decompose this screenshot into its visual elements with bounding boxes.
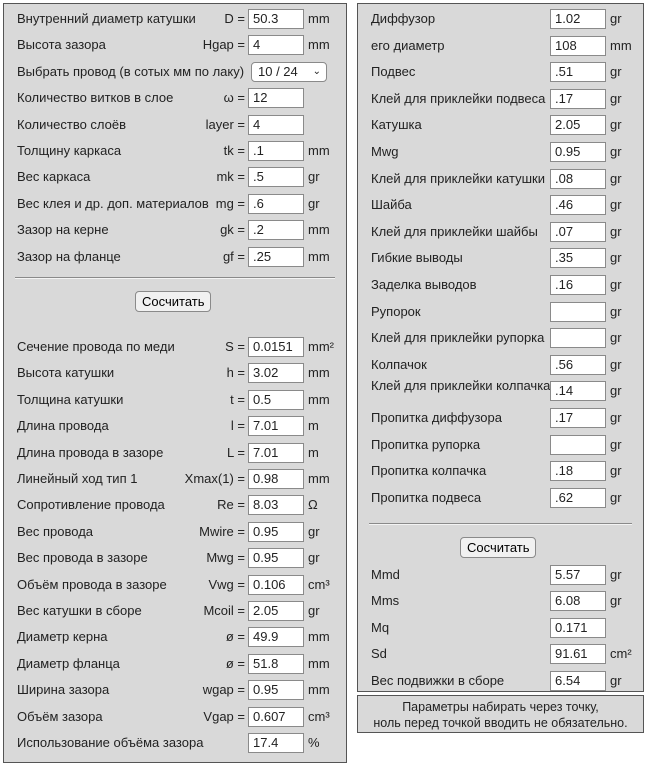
form-row bbox=[4, 387, 346, 413]
field-label: Объём провода в зазоре bbox=[17, 576, 167, 592]
unit-label: gr bbox=[610, 144, 622, 159]
field-label: Sd bbox=[371, 646, 387, 662]
field-label: Зазор на фланце bbox=[17, 248, 121, 264]
value-input[interactable]: .25 bbox=[248, 247, 304, 267]
value-input[interactable]: 50.3 bbox=[248, 9, 304, 29]
field-label: Высота катушки bbox=[17, 365, 115, 381]
value-input[interactable]: .51 bbox=[550, 62, 606, 82]
field-label: Толщина катушки bbox=[17, 391, 124, 407]
field-label: Вес провода в зазоре bbox=[17, 550, 148, 566]
field-symbol: wgap = bbox=[202, 682, 245, 698]
form-row bbox=[4, 360, 346, 386]
unit-label: gr bbox=[610, 117, 622, 133]
result-field[interactable]: 51.8 bbox=[248, 654, 304, 674]
field-label: Толщину каркаса bbox=[17, 143, 122, 158]
result-field[interactable]: 6.08 bbox=[550, 591, 606, 611]
result-field[interactable]: 8.03 bbox=[248, 495, 304, 515]
hint-line-1: Параметры набирать через точку, bbox=[402, 700, 599, 714]
form-row bbox=[358, 166, 643, 192]
field-label: Mq bbox=[371, 619, 390, 635]
field-symbol: mk = bbox=[216, 169, 245, 185]
field-symbol: ø = bbox=[225, 655, 245, 671]
field-label: Количество слоёв bbox=[17, 116, 127, 132]
field-label: Клей для приклейки катушки bbox=[371, 170, 545, 186]
result-field[interactable]: 6.54 bbox=[550, 671, 606, 691]
input-hint-note bbox=[357, 695, 644, 733]
unit-label: gr bbox=[610, 356, 622, 372]
unit-label: gr bbox=[610, 277, 622, 292]
field-label: Вес провода bbox=[17, 523, 94, 539]
form-row bbox=[4, 572, 346, 598]
form-row bbox=[4, 545, 346, 571]
field-label: Высота зазора bbox=[17, 37, 106, 53]
unit-label: gr bbox=[610, 11, 622, 26]
form-row bbox=[4, 112, 346, 138]
form-row bbox=[358, 192, 643, 218]
field-label: Внутренний диаметр катушки bbox=[17, 11, 196, 26]
field-symbol: ø = bbox=[225, 629, 245, 645]
unit-label: gr bbox=[308, 195, 320, 211]
field-symbol: layer = bbox=[205, 116, 245, 132]
unit-label: gr bbox=[610, 463, 622, 479]
form-row bbox=[4, 704, 346, 730]
moving-mass-calculator-panel bbox=[357, 3, 644, 692]
field-symbol: Vgap = bbox=[203, 708, 245, 724]
unit-label: gr bbox=[610, 672, 622, 688]
form-row bbox=[4, 651, 346, 677]
field-label: Пропитка подвеса bbox=[371, 489, 482, 505]
form-row bbox=[358, 299, 643, 325]
unit-label: gr bbox=[610, 250, 622, 266]
field-symbol: Re = bbox=[217, 497, 245, 513]
form-row bbox=[358, 6, 643, 32]
unit-label: mm bbox=[308, 37, 330, 53]
value-input[interactable]: .14 bbox=[550, 381, 606, 401]
form-row bbox=[4, 413, 346, 439]
field-label: Рупорок bbox=[371, 303, 421, 319]
form-row bbox=[358, 139, 643, 165]
value-input[interactable]: .5 bbox=[248, 167, 304, 187]
unit-label: m bbox=[308, 418, 319, 434]
unit-label: gr bbox=[610, 489, 622, 505]
form-row bbox=[358, 352, 643, 378]
field-label: Mwg bbox=[371, 144, 399, 159]
field-label: Пропитка колпачка bbox=[371, 463, 487, 479]
result-field[interactable]: 7.01 bbox=[248, 416, 304, 436]
value-input[interactable]: .35 bbox=[550, 248, 606, 268]
unit-label: gr bbox=[610, 170, 622, 186]
form-row bbox=[4, 32, 346, 58]
form-row bbox=[358, 272, 643, 298]
form-row bbox=[358, 641, 643, 667]
field-label: Выбрать провод (в сотых мм по лаку) bbox=[17, 63, 245, 79]
result-field[interactable]: 0.95 bbox=[248, 548, 304, 568]
field-label: Ширина зазора bbox=[17, 682, 110, 698]
form-row bbox=[4, 244, 346, 270]
field-label: его диаметр bbox=[371, 37, 445, 53]
field-label: Вес каркаса bbox=[17, 169, 91, 185]
form-row bbox=[358, 458, 643, 484]
result-field[interactable]: 0.171 bbox=[550, 618, 606, 638]
field-label: Катушка bbox=[371, 117, 422, 133]
unit-label: cm³ bbox=[308, 576, 330, 592]
unit-label: gr bbox=[610, 383, 622, 399]
field-label: Гибкие выводы bbox=[371, 250, 463, 266]
form-row bbox=[4, 730, 346, 756]
field-label: Mmd bbox=[371, 567, 400, 582]
field-label: Зазор на керне bbox=[17, 222, 109, 238]
unit-label: mm bbox=[308, 655, 330, 671]
value-input[interactable]: .1 bbox=[248, 141, 304, 161]
field-label: Заделка выводов bbox=[371, 277, 477, 292]
form-row bbox=[4, 164, 346, 190]
value-input[interactable]: 4 bbox=[248, 35, 304, 55]
unit-label: gr bbox=[610, 593, 622, 609]
field-label: Длина провода в зазоре bbox=[17, 444, 164, 460]
form-row bbox=[358, 485, 643, 511]
unit-label: gr bbox=[308, 550, 320, 566]
unit-label: mm bbox=[308, 471, 330, 486]
field-label: Mms bbox=[371, 593, 400, 609]
form-row bbox=[358, 405, 643, 431]
value-input[interactable]: .46 bbox=[550, 195, 606, 215]
field-symbol: D = bbox=[224, 11, 245, 26]
form-row bbox=[4, 59, 346, 85]
value-input[interactable]: .16 bbox=[550, 275, 606, 295]
form-row bbox=[358, 112, 643, 138]
value-input[interactable] bbox=[550, 328, 606, 348]
value-input[interactable]: .6 bbox=[248, 194, 304, 214]
field-symbol: Vwg = bbox=[208, 576, 245, 592]
result-field[interactable]: 0.98 bbox=[248, 469, 304, 489]
value-input[interactable]: 108 bbox=[550, 36, 606, 56]
unit-label: % bbox=[308, 735, 320, 750]
value-input[interactable]: 2.05 bbox=[550, 115, 606, 135]
form-row bbox=[4, 217, 346, 243]
field-symbol: gk = bbox=[220, 222, 245, 238]
value-input[interactable]: .18 bbox=[550, 461, 606, 481]
unit-label: mm bbox=[308, 365, 330, 381]
form-row bbox=[358, 86, 643, 112]
form-row bbox=[358, 668, 643, 694]
form-row bbox=[358, 432, 643, 458]
form-row bbox=[4, 492, 346, 518]
unit-label: cm³ bbox=[308, 708, 330, 724]
form-row bbox=[358, 33, 643, 59]
result-field[interactable]: 7.01 bbox=[248, 443, 304, 463]
form-row bbox=[358, 245, 643, 271]
calculate-coil-button[interactable]: Сосчитать bbox=[135, 291, 211, 312]
unit-label: mm bbox=[308, 143, 330, 158]
field-symbol: L = bbox=[227, 444, 245, 460]
field-label: Вес катушки в сборе bbox=[17, 603, 142, 618]
result-field[interactable]: 91.61 bbox=[550, 644, 606, 664]
unit-label: gr bbox=[610, 436, 622, 452]
unit-label: gr bbox=[308, 603, 320, 618]
unit-label: mm bbox=[308, 11, 330, 26]
field-label: Вес подвижки в сборе bbox=[371, 672, 505, 688]
field-symbol: mg = bbox=[215, 195, 245, 211]
form-row bbox=[4, 624, 346, 650]
value-input[interactable] bbox=[550, 302, 606, 322]
unit-label: gr bbox=[610, 64, 622, 80]
field-label: Пропитка диффузора bbox=[371, 410, 502, 425]
field-symbol: tk = bbox=[223, 143, 245, 158]
form-row bbox=[358, 59, 643, 85]
result-field[interactable]: 0.106 bbox=[248, 575, 304, 595]
field-symbol: Mwg = bbox=[206, 550, 245, 566]
field-symbol: ω = bbox=[223, 90, 245, 106]
unit-label: Ω bbox=[308, 497, 318, 513]
field-symbol: Mwire = bbox=[199, 523, 245, 539]
form-row bbox=[4, 440, 346, 466]
value-input[interactable]: 0.95 bbox=[550, 142, 606, 162]
value-input[interactable] bbox=[550, 435, 606, 455]
form-row bbox=[4, 598, 346, 624]
field-label: Диаметр керна bbox=[17, 629, 108, 645]
field-symbol: t = bbox=[230, 391, 245, 407]
result-field[interactable]: 3.02 bbox=[248, 363, 304, 383]
unit-label: mm² bbox=[308, 339, 334, 354]
field-label: Диаметр фланца bbox=[17, 655, 120, 671]
result-field[interactable]: 5.57 bbox=[550, 565, 606, 585]
unit-label: gr bbox=[610, 330, 622, 346]
unit-label: mm bbox=[308, 222, 330, 238]
form-row bbox=[358, 219, 643, 245]
field-symbol: S = bbox=[225, 339, 245, 354]
field-label: Подвес bbox=[371, 64, 416, 80]
result-field[interactable]: 17.4 bbox=[248, 733, 304, 753]
field-label: Клей для приклейки рупорка bbox=[371, 330, 545, 346]
form-row bbox=[4, 677, 346, 703]
unit-label: gr bbox=[308, 169, 320, 185]
form-row bbox=[358, 615, 643, 641]
unit-label: gr bbox=[610, 303, 622, 319]
field-label: Клей для приклейки колпачка bbox=[371, 378, 551, 394]
form-row bbox=[4, 519, 346, 545]
field-label: Использование объёма зазора bbox=[17, 735, 204, 750]
form-row bbox=[358, 588, 643, 614]
field-label: Сопротивление провода bbox=[17, 497, 165, 513]
wire-select-value: 10 / 24 bbox=[258, 63, 298, 79]
field-label: Линейный ход тип 1 bbox=[17, 471, 138, 486]
result-field[interactable]: 0.95 bbox=[248, 680, 304, 700]
field-symbol: Xmax(1) = bbox=[184, 471, 245, 486]
section-divider bbox=[369, 523, 632, 525]
field-label: Колпачок bbox=[371, 356, 427, 372]
unit-label: mm bbox=[610, 37, 632, 53]
value-input[interactable]: .17 bbox=[550, 89, 606, 109]
field-symbol: h = bbox=[226, 365, 245, 381]
field-label: Клей для приклейки подвеса bbox=[371, 90, 546, 106]
form-row bbox=[4, 191, 346, 217]
value-input[interactable]: .62 bbox=[550, 488, 606, 508]
unit-label: mm bbox=[308, 682, 330, 698]
unit-label: cm² bbox=[610, 646, 632, 662]
field-label: Диффузор bbox=[371, 11, 436, 26]
calculate-mass-button[interactable]: Сосчитать bbox=[460, 537, 536, 558]
form-row bbox=[358, 325, 643, 351]
field-symbol: l = bbox=[230, 418, 245, 434]
unit-label: m bbox=[308, 444, 319, 460]
form-row bbox=[358, 562, 643, 588]
field-symbol: gf = bbox=[222, 248, 245, 264]
unit-label: mm bbox=[308, 391, 330, 407]
field-label: Сечение провода по меди bbox=[17, 339, 175, 354]
value-input[interactable]: .56 bbox=[550, 355, 606, 375]
result-field[interactable]: 0.607 bbox=[248, 707, 304, 727]
value-input[interactable]: 12 bbox=[248, 88, 304, 108]
unit-label: mm bbox=[308, 248, 330, 264]
hint-line-2: ноль перед точкой вводить не обязательно. bbox=[373, 716, 628, 730]
form-row bbox=[4, 85, 346, 111]
wire-select[interactable] bbox=[251, 62, 327, 82]
result-field[interactable]: 0.5 bbox=[248, 390, 304, 410]
field-label: Клей для приклейки шайбы bbox=[371, 223, 538, 239]
form-row bbox=[358, 378, 643, 404]
field-symbol: Hgap = bbox=[202, 37, 245, 53]
chevron-down-icon: ⌄ bbox=[312, 65, 321, 77]
field-label: Количество витков в слое bbox=[17, 90, 174, 106]
unit-label: gr bbox=[308, 523, 320, 539]
value-input[interactable]: .08 bbox=[550, 169, 606, 189]
result-field[interactable]: 0.95 bbox=[248, 522, 304, 542]
field-symbol: Mcoil = bbox=[203, 603, 245, 618]
unit-label: gr bbox=[610, 223, 622, 239]
unit-label: gr bbox=[610, 197, 622, 213]
field-label: Длина провода bbox=[17, 418, 109, 434]
unit-label: gr bbox=[610, 90, 622, 106]
value-input[interactable]: 1.02 bbox=[550, 9, 606, 29]
section-divider bbox=[15, 277, 335, 279]
form-row bbox=[4, 138, 346, 164]
value-input[interactable]: .17 bbox=[550, 408, 606, 428]
value-input[interactable]: .2 bbox=[248, 220, 304, 240]
value-input[interactable]: .07 bbox=[550, 222, 606, 242]
result-field[interactable]: 49.9 bbox=[248, 627, 304, 647]
result-field[interactable]: 2.05 bbox=[248, 601, 304, 621]
field-label: Пропитка рупорка bbox=[371, 436, 481, 452]
unit-label: mm bbox=[308, 629, 330, 645]
form-row bbox=[4, 6, 346, 32]
unit-label: gr bbox=[610, 410, 622, 425]
field-label: Вес клея и др. доп. материалов bbox=[17, 195, 209, 211]
field-label: Шайба bbox=[371, 197, 412, 213]
field-label: Объём зазора bbox=[17, 708, 103, 724]
value-input[interactable]: 4 bbox=[248, 115, 304, 135]
speaker-coil-calculator-panel bbox=[3, 3, 347, 763]
result-field[interactable]: 0.0151 bbox=[248, 337, 304, 357]
unit-label: gr bbox=[610, 567, 622, 582]
form-row bbox=[4, 466, 346, 492]
form-row bbox=[4, 334, 346, 360]
